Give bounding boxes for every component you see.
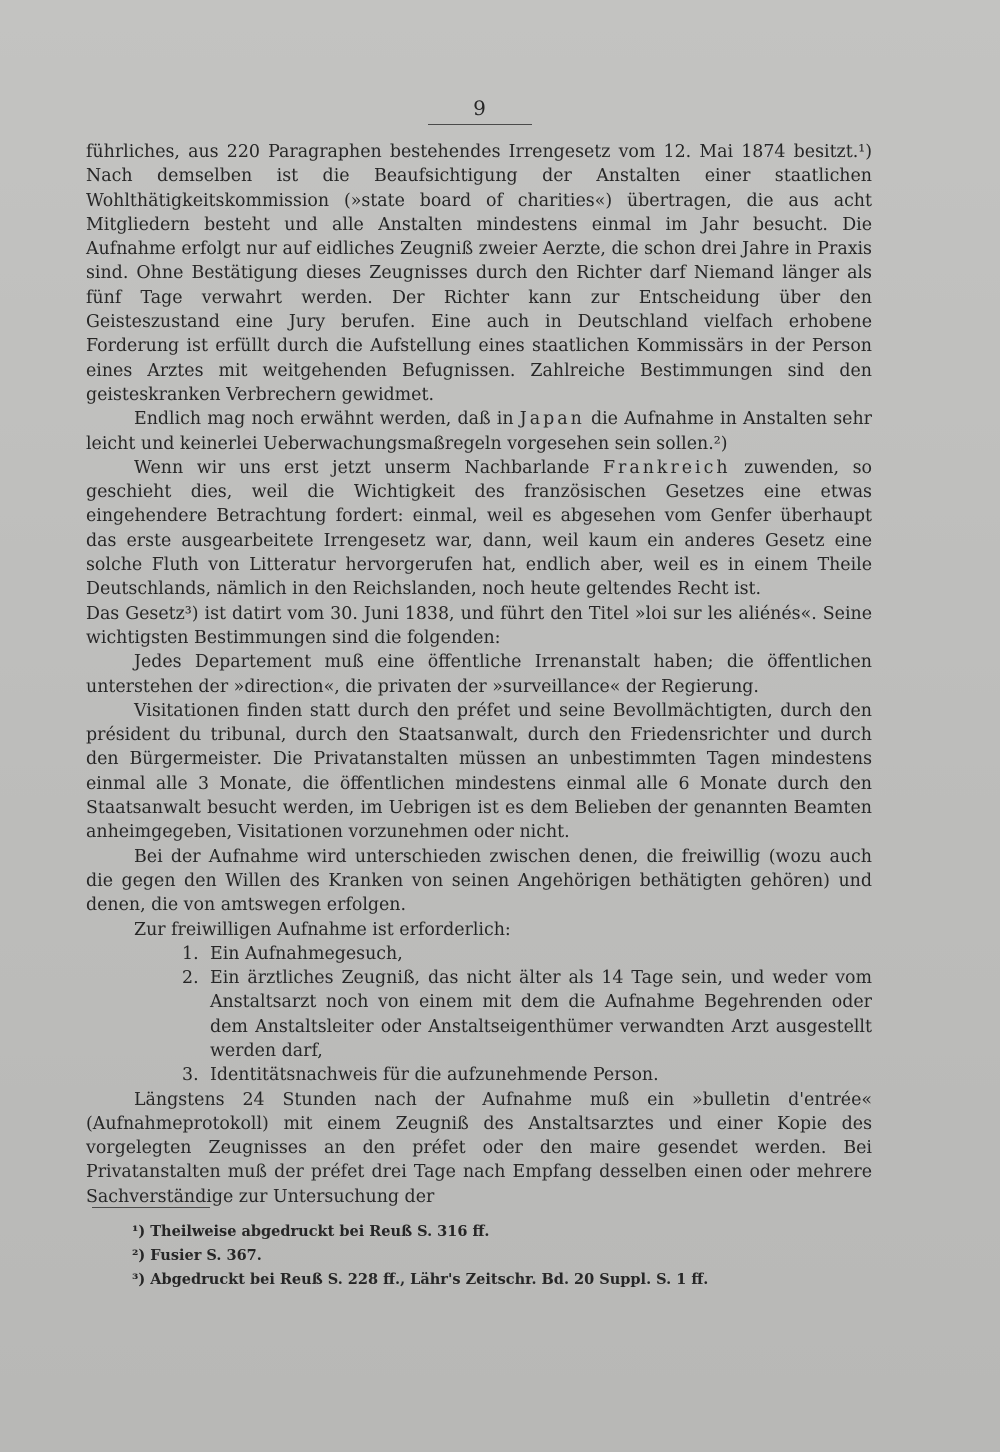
emphasized-term-frankreich: Frankreich: [602, 457, 731, 478]
footnote-1: ¹) Theilweise abgedruckt bei Reuß S. 316 ff.: [132, 1223, 490, 1240]
body-text: [86, 140, 872, 1209]
paragraph-8: Zur freiwilligen Aufnahme ist erforderlich:: [134, 919, 511, 940]
page-number-rule: [428, 124, 532, 125]
paragraph-2-after: die Aufnahme in Anstalten sehr leicht und keinerlei Ueberwachungsmaßregeln vorgesehen sein sollen.²): [86, 409, 872, 454]
list-item: [86, 942, 872, 966]
footnote-3: ³) Abgedruckt bei Reuß S. 228 ff., Lähr's Zeitschr. Bd. 20 Suppl. S. 1 ff.: [132, 1271, 709, 1288]
paragraph-3-before: Wenn wir uns erst jetzt unserm Nachbarlande: [134, 457, 603, 478]
paragraph-6: Visitationen finden statt durch den préfet und seine Bevollmächtigten, durch den président du tribunal, durch den Staatsanwalt, durch den Friedensrichter und durch den Bürgermeister. Die Privatanstalten müssen an unbestimmten Tagen mindestens einmal alle 3 Monate, die öffentlichen mindestens einmal alle 6 Monate durch den Staatsanwalt besucht werden, im Uebrigen ist es dem Belieben der genannten Beamten anheimgegeben, Visitationen vorzunehmen oder nicht.: [86, 700, 872, 843]
paragraph-closing: Längstens 24 Stunden nach der Aufnahme muß ein »bulletin d'entrée« (Aufnahmeprotokoll) mit einem Zeugniß des Anstaltsarztes und einer Kopie des vorgelegten Zeugnisses an den préfet oder den maire gesendet werden. Bei Privatanstalten muß der préfet drei Tage nach Empfang desselben einen oder mehrere Sachverständige zur Untersuchung der: [86, 1089, 872, 1207]
list-item-text: Ein ärztliches Zeugniß, das nicht älter als 14 Tage sein, und weder vom Anstaltsarzt noch von einem mit dem die Aufnahme Begehrenden oder dem Anstaltsleiter oder Anstaltseigenthümer verwandten Arzt ausgestellt werden darf,: [210, 968, 872, 1061]
list-item-number: 3.: [182, 1065, 199, 1086]
paragraph-1: führliches, aus 220 Paragraphen bestehendes Irrengesetz vom 12. Mai 1874 besitzt.¹) Nach demselben ist die Beaufsichtigung der Anstalten einer staatlichen Wohlthätigkeitskommission (»state board of charities«) übertragen, die aus acht Mitgliedern besteht und alle Anstalten mindestens einmal im Jahr besucht. Die Aufnahme erfolgt nur auf eidliches Zeugniß zweier Aerzte, die schon drei Jahre in Praxis sind. Ohne Bestätigung dieses Zeugnisses durch den Richter darf Niemand länger als fünf Tage verwahrt werden. Der Richter kann zur Entscheidung über den Geisteszustand eine Jury berufen. Eine auch in Deutschland vielfach erhobene Forderung ist erfüllt durch die Aufstellung eines staatlichen Kommissärs in der Person eines Arztes mit weitgehenden Befugnissen. Zahlreiche Bestimmungen sind den geisteskranken Verbrechern gewidmet.: [86, 142, 872, 405]
list-item-number: 1.: [182, 943, 199, 964]
paragraph-4: Das Gesetz³) ist datirt vom 30. Juni 1838, und führt den Titel »loi sur les aliénés«. Seine wichtigsten Bestimmungen sind die folgenden:: [86, 603, 872, 648]
paragraph-5: Jedes Departement muß eine öffentliche Irrenanstalt haben; die öffentlichen unterstehen der »direction«, die privaten der »surveillance« der Regierung.: [86, 652, 872, 697]
list-item-number: 2.: [182, 968, 199, 989]
list-item-text: Identitätsnachweis für die aufzunehmende Person.: [210, 1065, 659, 1086]
paragraph-7: Bei der Aufnahme wird unterschieden zwischen denen, die freiwillig (wozu auch die gegen den Willen des Kranken von seinen Angehörigen bethätigten gehören) und denen, die von amtswegen erfolgen.: [86, 846, 872, 916]
page-number: 9: [473, 96, 487, 120]
list-item-text: Ein Aufnahmegesuch,: [210, 943, 403, 964]
paragraph-3: [86, 456, 872, 602]
emphasized-term-japan: Japan: [519, 409, 585, 430]
list-item: [86, 1063, 872, 1087]
paragraph-2: [86, 407, 872, 456]
list-item: [86, 966, 872, 1063]
footnote-rule: [92, 1207, 210, 1208]
footnote-2: ²) Fusier S. 367.: [132, 1247, 262, 1264]
paragraph-2-before: Endlich mag noch erwähnt werden, daß in: [134, 409, 520, 430]
footnotes: [132, 1220, 832, 1292]
requirements-list: [86, 942, 872, 1088]
paragraph-3-after: zuwenden, so geschieht dies, weil die Wichtigkeit des französischen Gesetzes eine etwas eingehendere Betrachtung fordert: einmal, weil es abgesehen vom Genfer überhaupt das erste ausgearbeitete Irrengesetz war, dann, weil kaum ein anderes Gesetz eine solche Fluth von Litteratur hervorgerufen hat, endlich aber, weil es in einem Theile Deutschlands, nämlich in den Reichslanden, noch heute geltendes Recht ist.: [86, 457, 872, 600]
